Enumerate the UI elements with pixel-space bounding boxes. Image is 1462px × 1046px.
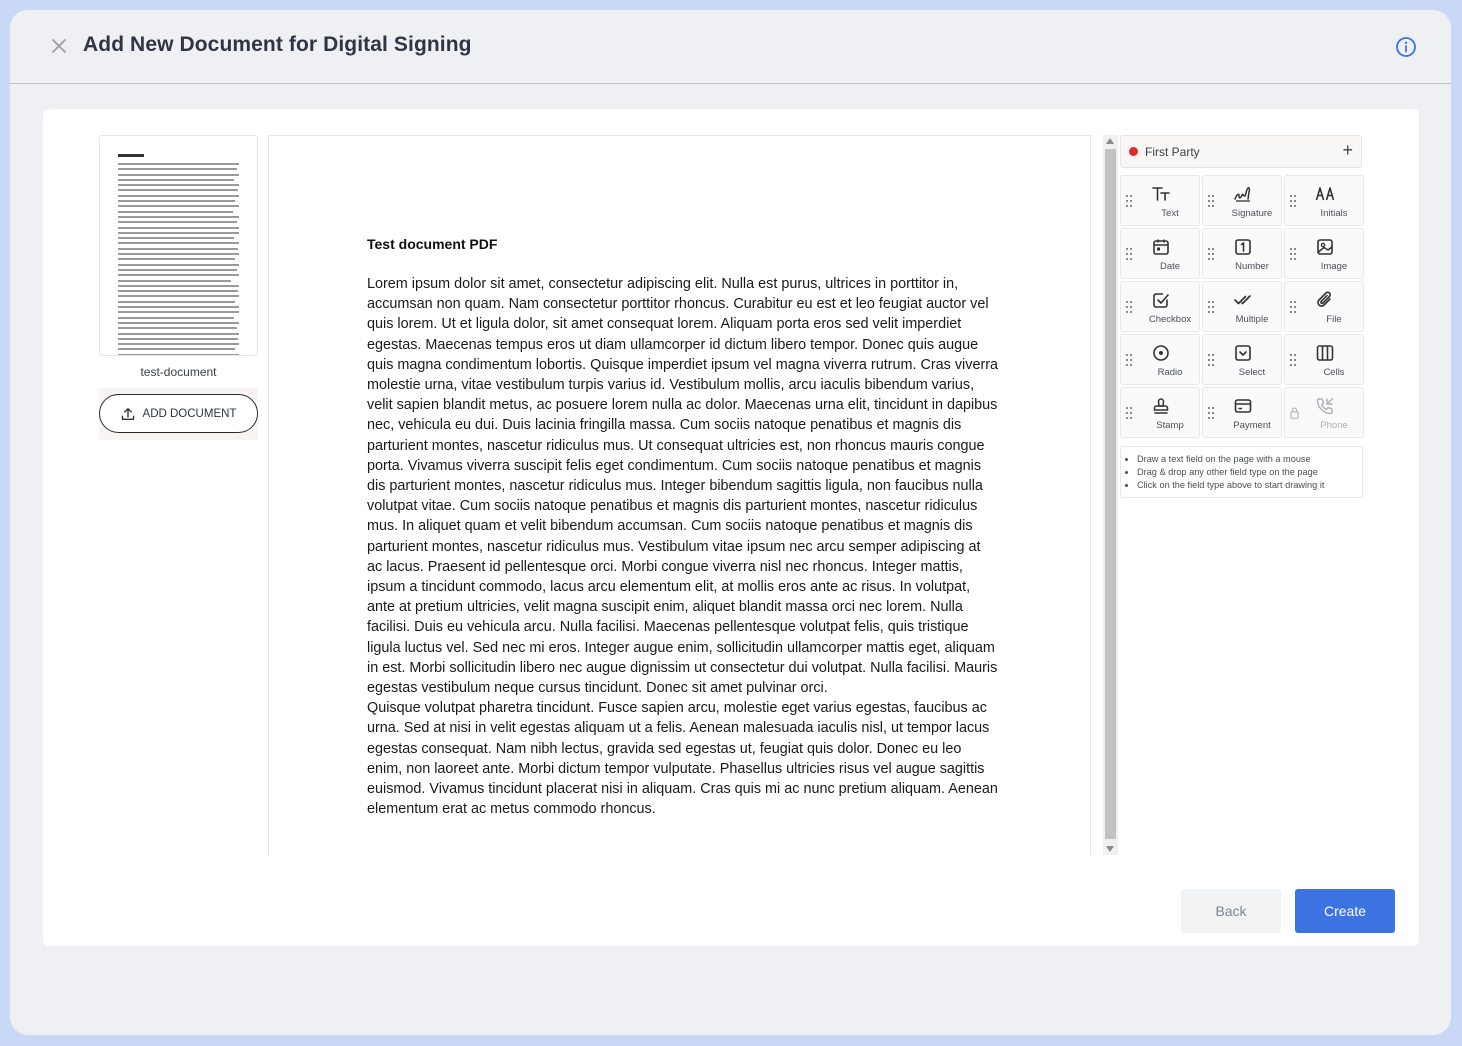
field-text[interactable] — [1120, 175, 1200, 226]
image-icon — [1315, 237, 1335, 257]
drag-handle-icon[interactable] — [1290, 195, 1296, 207]
field-date[interactable] — [1120, 228, 1200, 279]
thumbnail-text-line — [118, 306, 239, 308]
field-label: Cells — [1323, 367, 1345, 378]
add-document-area — [99, 388, 258, 440]
thumbnail-text-line — [118, 290, 238, 292]
field-label: Initials — [1320, 208, 1348, 219]
field-label: Multiple — [1235, 314, 1269, 325]
thumbnail-text-line — [118, 242, 239, 244]
thumbnail-text-line — [118, 195, 239, 197]
thumbnail-text-line — [118, 232, 239, 234]
thumbnail-text-line — [118, 274, 239, 276]
field-checkbox[interactable] — [1120, 281, 1200, 332]
party-selector[interactable] — [1120, 135, 1362, 168]
field-label: Signature — [1231, 208, 1273, 219]
info-icon[interactable] — [1395, 36, 1417, 58]
thumbnail-text-line — [118, 168, 237, 170]
drag-handle-icon[interactable] — [1126, 195, 1132, 207]
stamp-icon — [1151, 396, 1171, 416]
initials-icon — [1315, 184, 1335, 204]
thumbnail-text-line — [118, 338, 238, 340]
paperclip-icon — [1315, 290, 1335, 310]
field-payment[interactable] — [1202, 387, 1282, 438]
thumbnail-text-line — [118, 295, 239, 297]
thumbnail-text-line — [118, 285, 239, 287]
thumbnail-text-line — [118, 205, 239, 207]
document-thumbnail[interactable] — [99, 135, 258, 356]
field-stamp[interactable] — [1120, 387, 1200, 438]
thumbnail-text-line — [118, 327, 237, 329]
scroll-down-arrow-icon[interactable] — [1106, 846, 1114, 852]
field-signature[interactable] — [1202, 175, 1282, 226]
calendar-icon — [1151, 237, 1171, 257]
add-party-icon[interactable]: + — [1342, 140, 1353, 160]
thumbnail-text-line — [118, 343, 239, 345]
thumbnail-text-line — [118, 227, 239, 229]
thumbnail-text-line — [118, 322, 239, 324]
party-color-dot — [1129, 147, 1138, 156]
thumbnail-text-line — [118, 333, 239, 335]
drag-handle-icon[interactable] — [1208, 407, 1214, 419]
field-initials[interactable] — [1284, 175, 1364, 226]
checkbox-icon — [1151, 290, 1171, 310]
lock-icon — [1290, 407, 1299, 419]
field-label: Phone — [1320, 420, 1348, 431]
hint-item: • Draw a text field on the page with a mouse — [1137, 453, 1356, 466]
double-check-icon — [1233, 290, 1253, 310]
document-title: Test document PDF — [367, 236, 498, 252]
thumbnail-text-line — [118, 354, 239, 356]
thumbnail-text-line — [118, 253, 239, 255]
thumbnail-text-line — [118, 179, 234, 181]
field-select[interactable] — [1202, 334, 1282, 385]
thumbnail-title-line — [118, 154, 144, 157]
create-button[interactable]: Create — [1295, 889, 1395, 933]
thumbnail-text-line — [118, 221, 237, 223]
thumbnail-text-line — [118, 301, 235, 303]
field-phone — [1284, 387, 1364, 438]
phone-icon — [1315, 396, 1335, 416]
document-paragraph: Quisque volutpat pharetra tincidunt. Fusce sapien arcu, molestie eget varius egestas, faucibus ac urna. Sed at nisi in velit egestas aliquam ut a felis. Aenean malesuada iaculis nisl, ut tempor lacus egestas consequat. Nam nibh lectus, gravida sed egestas ut, feugiat quis dolor. Donec eu leo enim, non laoreet ante. Morbi dictum tempor vulputate. Phasellus ultricies risus vel augue sagittis euismod. Vivamus tincidunt placerat nisi in aliquam. Cras quis mi ac nunc pretium aliquam. Aenean elementum erat ac metus commodo rhoncus. — [367, 700, 998, 818]
field-label: Number — [1235, 261, 1269, 272]
number-icon — [1233, 237, 1253, 257]
field-file[interactable] — [1284, 281, 1364, 332]
field-label: Checkbox — [1148, 314, 1192, 325]
drag-handle-icon[interactable] — [1126, 354, 1132, 366]
thumbnail-text-line — [118, 163, 239, 165]
field-label: Payment — [1233, 420, 1271, 431]
thumbnail-text-line — [118, 258, 235, 260]
thumbnail-text-line — [118, 174, 239, 176]
field-label: File — [1326, 314, 1342, 325]
drag-handle-icon[interactable] — [1290, 301, 1296, 313]
text-icon — [1151, 184, 1171, 204]
drag-handle-icon[interactable] — [1126, 301, 1132, 313]
drag-handle-icon[interactable] — [1290, 248, 1296, 260]
scroll-up-arrow-icon[interactable] — [1106, 138, 1114, 144]
field-label: Image — [1320, 261, 1348, 272]
drag-handle-icon[interactable] — [1290, 354, 1296, 366]
document-paragraph: Lorem ipsum dolor sit amet, consectetur adipiscing elit. Nulla est purus, ultrices in porttitor in, accumsan non quam. Nam consectetur porttitor rhoncus. Curabitur eu est et leo feugiat auctor vel quis lorem. Ut et ligula dolor, sit amet consequat lorem. Aliquam porta eros sed velit imperdiet egestas. Maecenas tempus eros ut diam ullamcorper id dictum libero tempor. Donec quis augue quis magna condimentum lobortis. Quisque imperdiet ipsum vel magna viverra rutrum. Cras viverra molestie urna, vitae vestibulum turpis varius id. Vestibulum mollis, arcu iaculis bibendum varius, velit sapien blandit metus, ac posuere lorem nulla ac dolor. Maecenas urna elit, tincidunt in dapibus nec, vehicula eu dui. Duis lacinia fringilla massa. Cum sociis natoque penatibus et magnis dis parturient montes, nascetur ridiculus mus. Ut consequat ultricies est, non rhoncus mauris congue porta. Vivamus viverra suscipit felis eget condimentum. Cum sociis natoque penatibus et magnis dis parturient montes, nascetur ridiculus mus. Integer bibendum sagittis ligula, non faucibus nulla volutpat vitae. Cum sociis natoque penatibus et magnis dis parturient montes, nascetur ridiculus mus. In aliquet quam et velit bibendum accumsan. Cum sociis natoque penatibus et magnis dis parturient montes, nascetur ridiculus mus. Vestibulum vitae ipsum nec arcu semper adipiscing at ac lacus. Praesent id pellentesque orci. Morbi congue viverra nisl nec rhoncus. Integer mattis, ipsum a tincidunt commodo, lacus arcu elementum elit, at mollis eros ante ac risus. In volutpat, ante at pretium ultricies, velit magna suscipit enim, aliquet blandit massa orci nec lorem. Nulla facilisi. Duis eu vehicula arcu. Nulla facilisi. Maecenas pellentesque volutpat felis, quis tristique ligula luctus vel. Sed nec mi eros. Integer augue enim, sollicitudin ullamcorper mattis eget, aliquam in est. Morbi sollicitudin libero nec augue dignissim ut consectetur dui volutpat. Nulla facilisi. Mauris egestas vestibulum neque cursus tincidunt. Donec sit amet pulvinar orci. — [367, 276, 999, 697]
radio-icon — [1151, 343, 1171, 363]
modal-header — [10, 10, 1451, 84]
add-document-label: ADD DOCUMENT — [142, 407, 237, 420]
party-name: First Party — [1145, 144, 1200, 159]
field-image[interactable] — [1284, 228, 1364, 279]
field-radio[interactable] — [1120, 334, 1200, 385]
field-label: Date — [1159, 261, 1181, 272]
thumbnail-text-line — [118, 348, 235, 350]
thumbnail-text-line — [118, 216, 239, 218]
document-scrollbar[interactable] — [1103, 135, 1118, 855]
thumbnail-text-line — [118, 184, 239, 186]
document-viewer[interactable] — [268, 135, 1091, 855]
field-label: Select — [1238, 367, 1266, 378]
thumbnail-text-line — [118, 200, 235, 202]
drag-handle-icon[interactable] — [1208, 301, 1214, 313]
thumbnail-text-line — [118, 264, 239, 266]
add-document-button[interactable] — [99, 394, 258, 433]
signature-icon — [1233, 184, 1253, 204]
editor-card — [43, 109, 1419, 946]
thumbnail-text-line — [118, 280, 231, 282]
document-body — [367, 274, 999, 819]
thumbnail-text-line — [118, 248, 238, 250]
thumbnail-text-line — [118, 189, 238, 191]
close-icon[interactable] — [48, 35, 70, 57]
modal-window — [10, 10, 1451, 1035]
back-button[interactable]: Back — [1181, 889, 1281, 933]
field-label: Stamp — [1156, 420, 1184, 431]
upload-icon — [121, 407, 135, 421]
thumbnail-text-line — [118, 211, 233, 213]
hint-item: • Click on the field type above to start drawing it — [1137, 479, 1356, 492]
select-icon — [1233, 343, 1253, 363]
field-label: Text — [1161, 208, 1179, 219]
field-cells[interactable] — [1284, 334, 1364, 385]
thumbnail-text-line — [118, 317, 234, 319]
scrollbar-thumb[interactable] — [1105, 149, 1116, 839]
drag-handle-icon[interactable] — [1208, 195, 1214, 207]
hint-item: • Drag & drop any other field type on the page — [1137, 466, 1356, 479]
thumbnail-text-line — [118, 311, 239, 313]
thumbnail-text-line — [118, 237, 234, 239]
field-label: Radio — [1157, 367, 1183, 378]
field-number[interactable] — [1202, 228, 1282, 279]
cells-icon — [1315, 343, 1335, 363]
thumbnail-text-line — [118, 269, 237, 271]
drag-handle-icon[interactable] — [1208, 248, 1214, 260]
drag-handle-icon[interactable] — [1208, 354, 1214, 366]
page-title: Add New Document for Digital Signing — [83, 33, 472, 56]
payment-icon — [1233, 396, 1253, 416]
thumbnail-name: test-document — [140, 365, 217, 379]
instructions-box — [1120, 446, 1363, 498]
field-multiple[interactable] — [1202, 281, 1282, 332]
field-palette — [1120, 175, 1364, 438]
drag-handle-icon[interactable] — [1126, 407, 1132, 419]
drag-handle-icon[interactable] — [1126, 248, 1132, 260]
